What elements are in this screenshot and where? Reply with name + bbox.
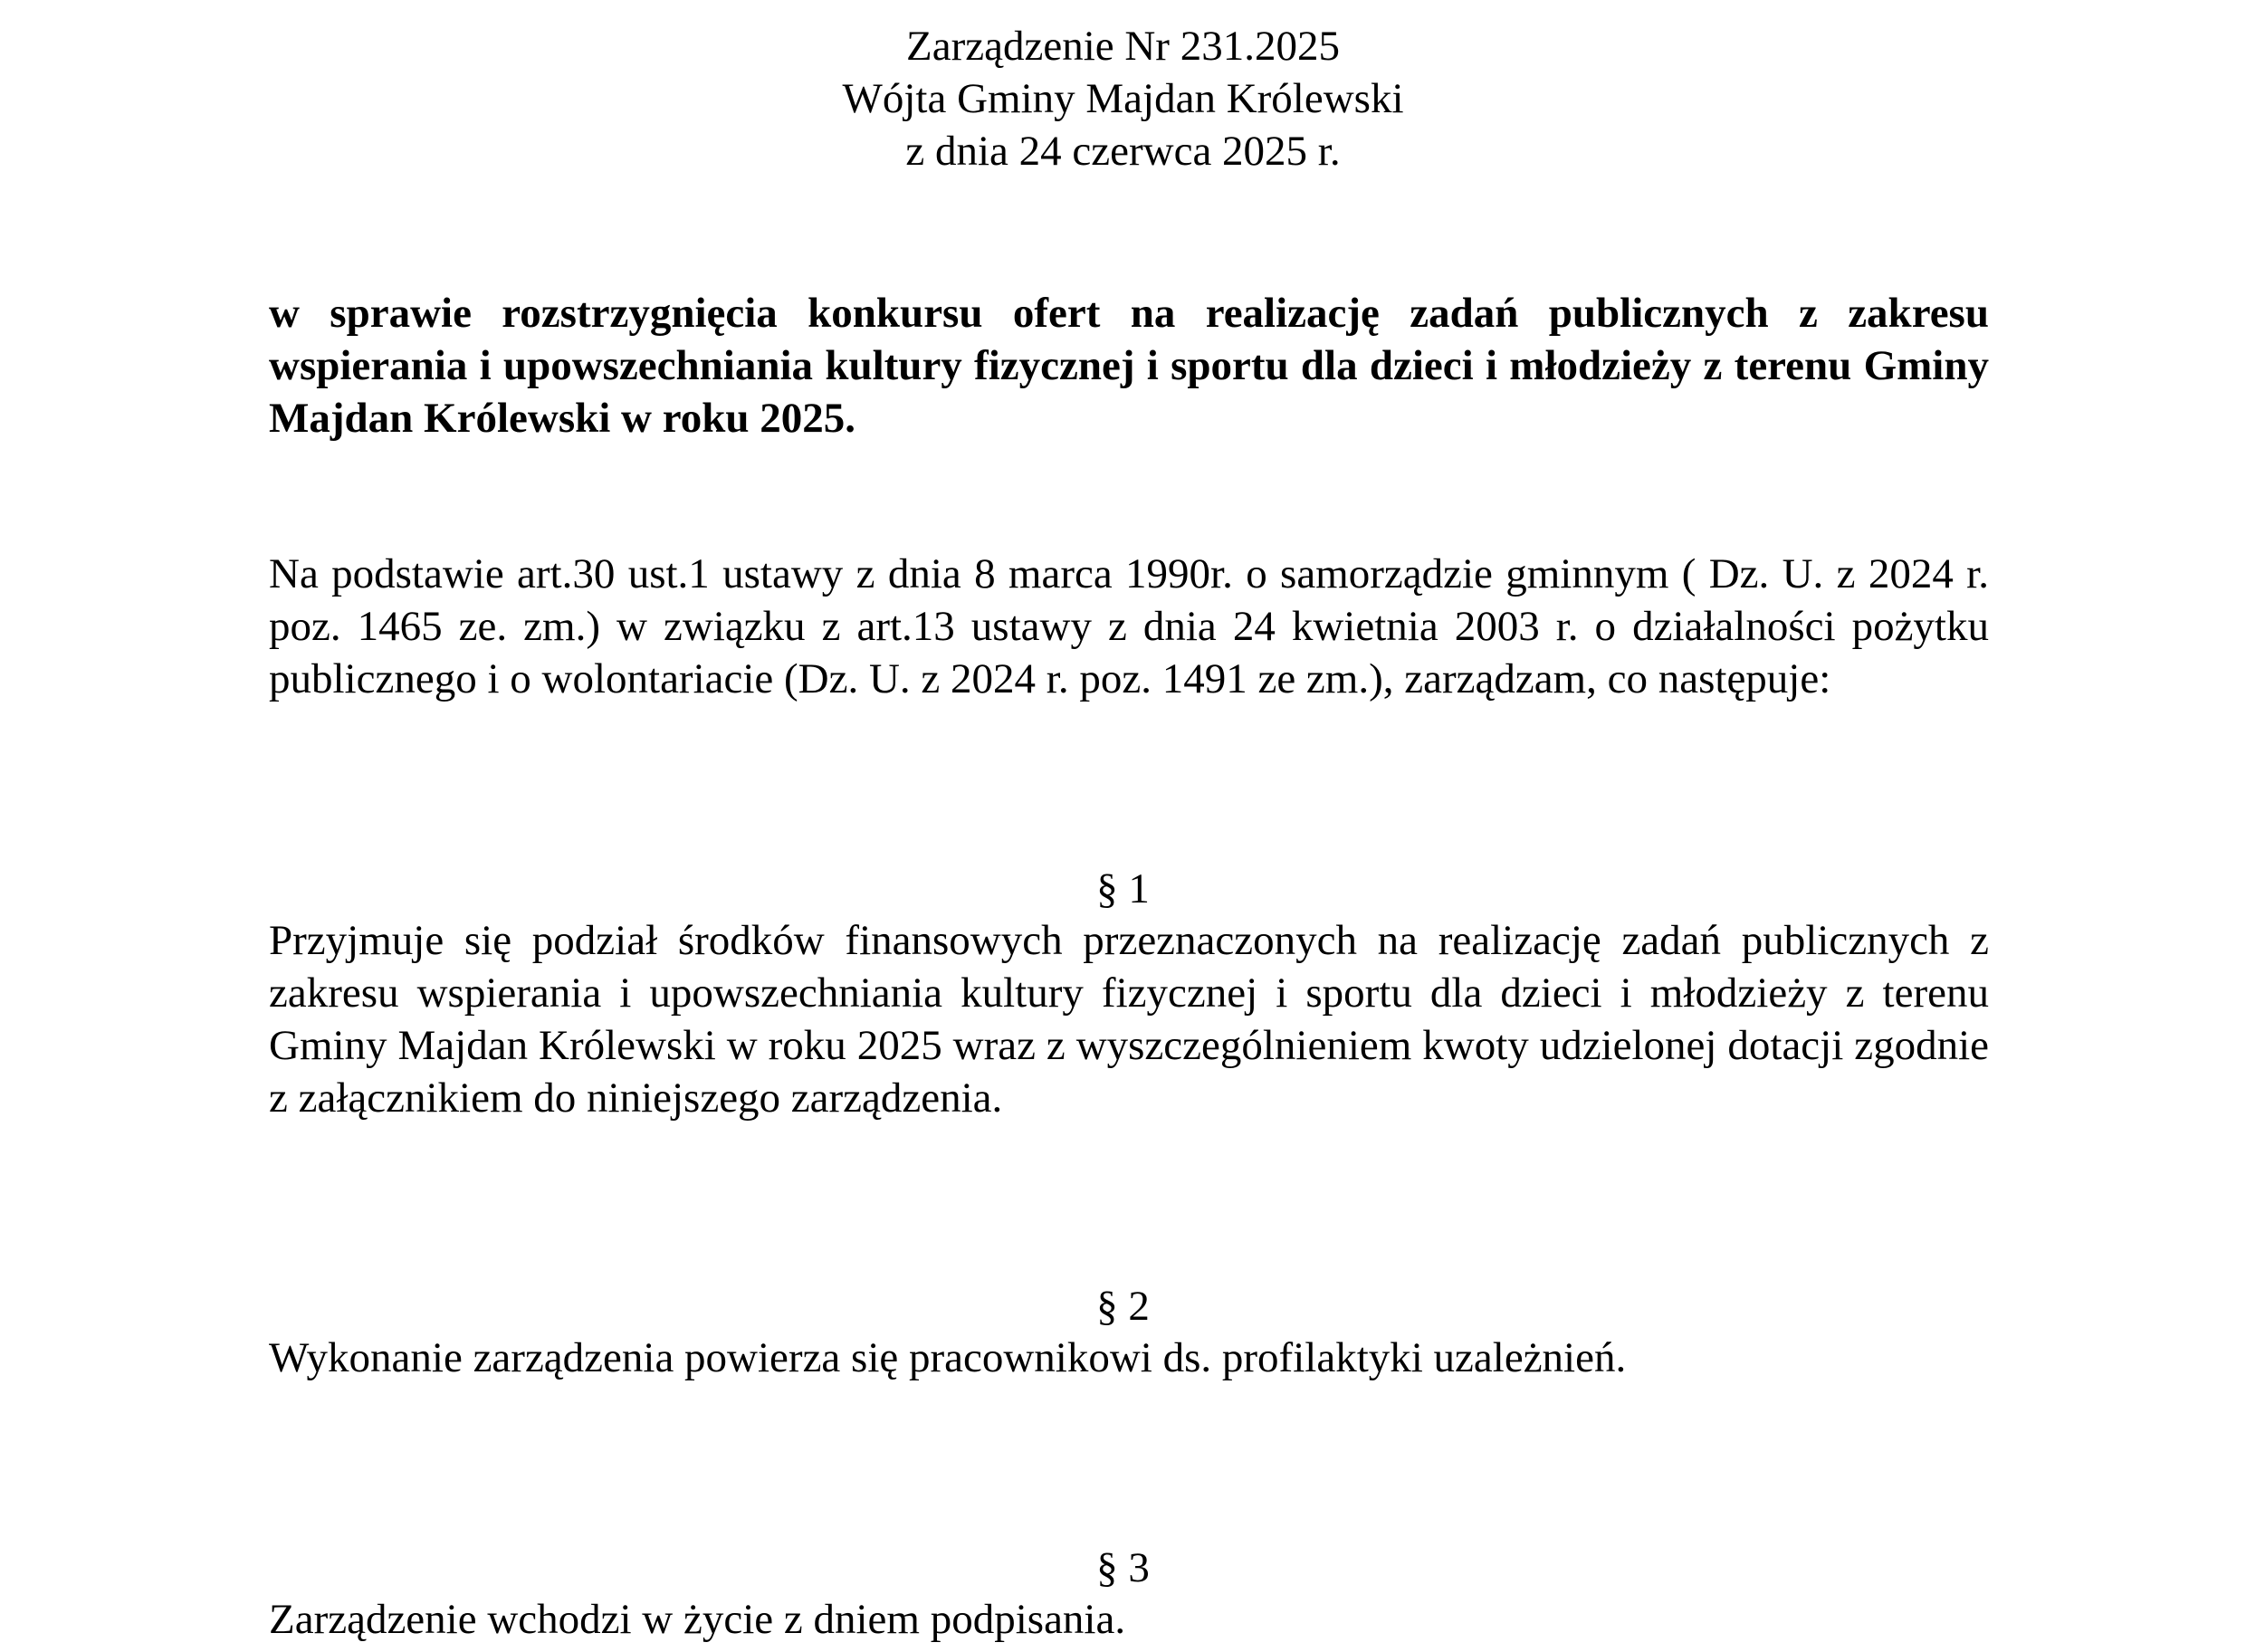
paragraph-1-sign: § 1 bbox=[1096, 865, 1150, 912]
ordinance-number: Zarządzenie Nr 231.2025 bbox=[906, 23, 1340, 70]
paragraph-2-sign: § 2 bbox=[1096, 1283, 1150, 1330]
paragraph-3-sign: § 3 bbox=[1096, 1544, 1150, 1591]
ordinance-subject: w sprawie rozstrzygnięcia konkursu ofert na realizację zadań publicznych z zakresu wspierania i upowszechniania kultury fizycznej i sportu dla dzieci i młodzieży z terenu Gminy Majdan Królewski w roku 2025. bbox=[269, 290, 1989, 442]
paragraph-1-text: Przyjmuje się podział środków finansowych przeznaczonych na realizację zadań publicznych z zakresu wspierania i upowszechniania kultury fizycznej i sportu dla dzieci i młodzieży z terenu Gminy Majdan Królewski w roku 2025 wraz z wyszczególnieniem kwoty udzielonej dotacji zgodnie z załącznikiem do niniejszego zarządzenia. bbox=[269, 917, 1989, 1122]
paragraph-3-text: Zarządzenie wchodzi w życie z dniem podpisania. bbox=[269, 1596, 1126, 1643]
paragraph-2-text: Wykonanie zarządzenia powierza się pracownikowi ds. profilaktyki uzależnień. bbox=[269, 1334, 1627, 1381]
document-header bbox=[0, 20, 2246, 177]
ordinance-issuer: Wójta Gminy Majdan Królewski bbox=[842, 75, 1404, 122]
ordinance-date: z dnia 24 czerwca 2025 r. bbox=[905, 128, 1341, 175]
legal-basis-preamble: Na podstawie art.30 ust.1 ustawy z dnia 8 marca 1990r. o samorządzie gminnym ( Dz. U. z 2024 r. poz. 1465 ze. zm.) w związku z art.13 ustawy z dnia 24 kwietnia 2003 r. o działalności pożytku publicznego i o wolontariacie (Dz. U. z 2024 r. poz. 1491 ze zm.), zarządzam, co następuje: bbox=[269, 550, 1989, 702]
